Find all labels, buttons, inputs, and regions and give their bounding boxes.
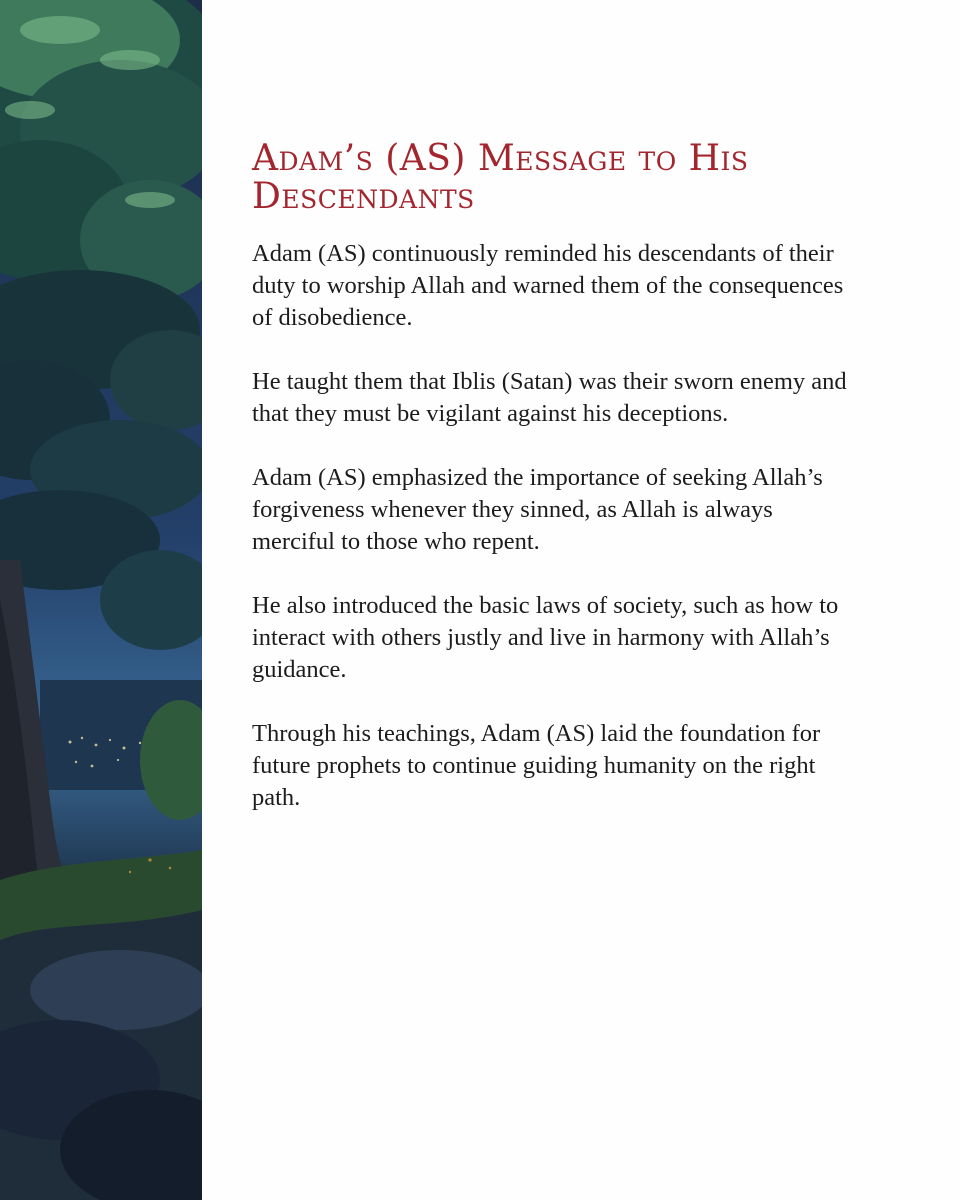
forest-illustration <box>0 0 202 1200</box>
paragraph-duty: Adam (AS) continuously reminded his descendants of their duty to worship Allah and warned them of the consequences of disobedience. <box>252 240 844 331</box>
paragraph-society: He also introduced the basic laws of society, such as how to interact with others justly and live in harmony with Allah’s guidance. <box>252 592 839 683</box>
paragraph-forgiveness: Adam (AS) emphasized the importance of seeking Allah’s forgiveness whenever they sinned, as Allah is always merciful to those who repent. <box>252 464 823 555</box>
paragraph-iblis: He taught them that Iblis (Satan) was their sworn enemy and that they must be vigilant against his deceptions. <box>252 368 847 427</box>
forest-illustration-svg <box>0 0 202 1200</box>
page-title: Adam’s (AS) Message to His Descendants <box>252 138 749 217</box>
text-column <box>252 140 892 846</box>
paragraph-foundation: Through his teachings, Adam (AS) laid the foundation for future prophets to continue guiding humanity on the right path. <box>252 720 821 811</box>
